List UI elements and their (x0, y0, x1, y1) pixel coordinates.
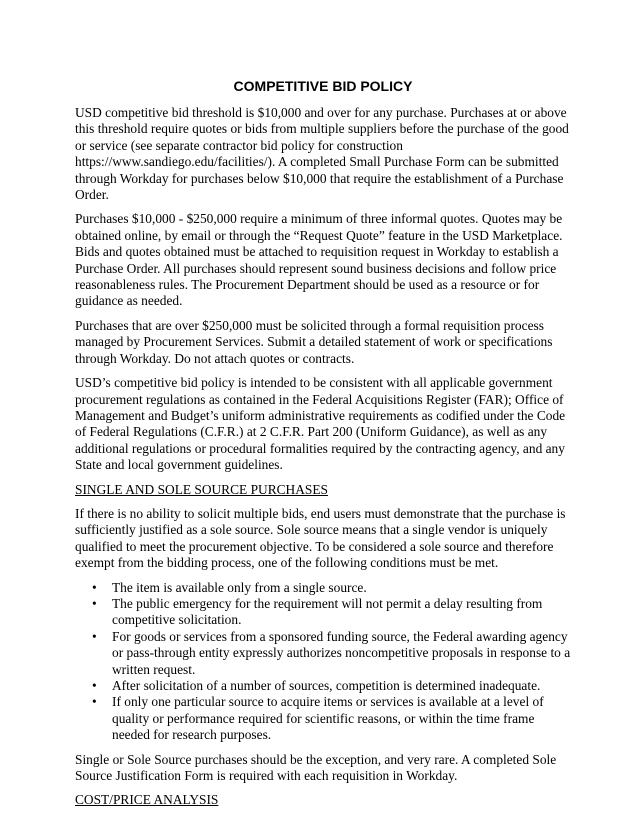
list-item-text: The public emergency for the requirement will not permit a delay resulting from competitive solicitation. (112, 595, 543, 628)
bullet-icon: • (92, 678, 97, 693)
sole-source-closing: Single or Sole Source purchases should be the exception, and very rare. A completed Sole Source Justification Form is required with each requisition in Workday. (75, 751, 557, 784)
document-page (75, 78, 571, 817)
threshold-paragraph: USD competitive bid threshold is $10,000 and over for any purchase. Purchases at or above this threshold require quotes or bids from multiple suppliers before the purchase of the good or service (see separate contractor bid policy for construction https://www.sandiego.edu/facilities/). A completed Small Purchase Form can be submitted through Workday for purchases below $10,000 that require the establishment of a Purchase Order. (75, 105, 569, 203)
list-item-text: For goods or services from a sponsored funding source, the Federal awarding agency or pass-through entity expressly authorizes noncompetitive proposals in response to a written request. (112, 628, 571, 677)
list-item-text: After solicitation of a number of sources, competition is determined inadequate. (112, 678, 541, 693)
list-item (75, 678, 571, 694)
page-title: COMPETITIVE BID POLICY (233, 78, 413, 94)
list-item-text: If only one particular source to acquire items or services is available at a level of quality or performance required for scientific reasons, or within the time frame needed for research purposes. (112, 694, 544, 743)
bullet-icon: • (92, 579, 97, 595)
list-item-text: The item is available only from a single source. (112, 579, 367, 595)
bullet-icon: • (92, 595, 97, 611)
sole-source-intro: If there is no ability to solicit multiple bids, end users must demonstrate that the purchase is sufficiently justified as a sole source. Sole source means that a single vendor is uniquely qualified to meet the procurement objective. To be considered a sole source and therefore exempt from the bidding process, one of the following conditions must be met. (75, 505, 566, 571)
regulations-paragraph: USD’s competitive bid policy is intended to be consistent with all applicable government procurement regulations as contained in the Federal Acquisitions Register (FAR); Office of Management and Budget’s uniform administrative requirements as codified under the Code of Federal Regulations (C.F.R.) at 2 C.F.R. Part 200 (Uniform Guidance), as well as any additional regulations or procedural formalities required by the contracting agency, and any State and local government guidelines. (75, 375, 566, 473)
list-item (75, 596, 571, 629)
list-item (75, 694, 571, 743)
informal-quotes-paragraph: Purchases $10,000 - $250,000 require a minimum of three informal quotes. Quotes may be obtained online, by email or through the “Request Quote” feature in the USD Marketplace. Bids and quotes obtained must be attached to requisition request in Workday to establish a Purchase Order. All purchases should represent sound business decisions and follow price reasonableness rules. The Procurement Department should be used as a resource or for guidance as needed. (75, 211, 563, 309)
conditions-list (75, 580, 571, 744)
formal-requisition-paragraph: Purchases that are over $250,000 must be solicited through a formal requisition process managed by Procurement Services. Submit a detailed statement of work or specifications through Workday. Do not attach quotes or contracts. (75, 317, 553, 366)
list-item (75, 629, 571, 678)
sole-source-heading: SINGLE AND SOLE SOURCE PURCHASES (75, 481, 328, 497)
bullet-icon: • (92, 628, 97, 644)
list-item (75, 580, 571, 596)
cost-price-heading: COST/PRICE ANALYSIS (75, 792, 219, 808)
bullet-icon: • (92, 694, 97, 710)
